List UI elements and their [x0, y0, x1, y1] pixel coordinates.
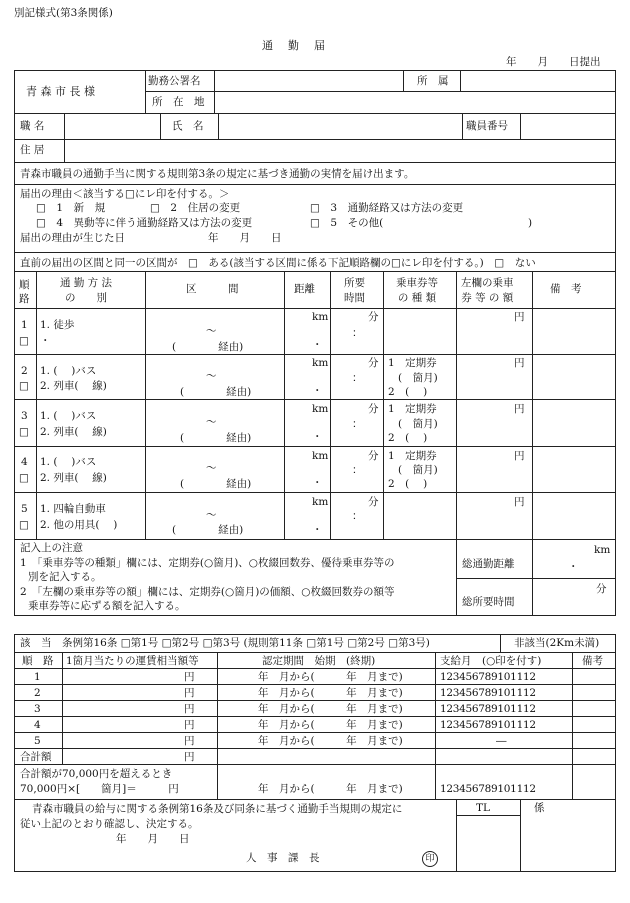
total-distance-km: km	[594, 544, 611, 556]
route-row-3-min: 分	[368, 403, 379, 415]
dept-label: 所 属	[417, 75, 449, 87]
reason-heading: 届出の理由＜該当する□にレ印を付する。＞	[20, 188, 230, 200]
route-row-1-colon: ：	[352, 327, 363, 339]
route-row-5-colon: ：	[352, 510, 363, 522]
form-style-label: 別記様式(第3条関係)	[14, 7, 113, 19]
route-row-4-tilde: ～	[206, 462, 217, 474]
route-row-4-no: 4	[21, 456, 28, 468]
route-row-2-colon: ：	[352, 372, 363, 384]
header-remarks: 備 考	[550, 283, 582, 295]
route-row-4-colon: ：	[352, 464, 363, 476]
lower-row-5-yen: 円	[184, 735, 195, 747]
route-row-4-checkbox[interactable]: □	[19, 472, 29, 484]
lower-row-3-no: 3	[34, 703, 41, 715]
lower-form-frame	[14, 634, 616, 872]
lower-header-monthly: 1箇月当たりの運賃相当額等	[66, 655, 199, 667]
same-route-question[interactable]: 直前の届出の区間と同一の区間が □ ある(該当する区間に係る下記順路欄の□にレ印を付する。) □ ない	[20, 257, 536, 269]
tl-label: TL	[476, 802, 490, 814]
route-row-4-pass-3[interactable]: 2 ( )	[388, 478, 428, 490]
over-limit-period[interactable]: 年 月から( 年 月まで)	[258, 783, 403, 795]
applicable-row[interactable]: 該 当 条例第16条 □第1号 □第2号 □第3号 (規則第11条 □第1号 □第2号 □第3号)	[20, 637, 430, 649]
route-row-3-km: km	[312, 403, 329, 415]
reason-option-2[interactable]: □ 2 住居の変更	[150, 202, 241, 214]
reason-option-4[interactable]: □ 4 異動等に伴う通勤経路又は方法の変更	[36, 217, 253, 229]
lower-row-1-yen: 円	[184, 671, 195, 683]
lower-row-5-dash: ―	[496, 735, 507, 747]
lower-row-3-yen: 円	[184, 703, 195, 715]
lower-row-2-months[interactable]: 123456789101112	[440, 687, 536, 699]
lower-header-month: 支給月 (○印を付す)	[440, 655, 542, 667]
route-row-2-pass-2[interactable]: ( 箇月)	[398, 372, 438, 384]
reason-occurred-date[interactable]: 年 月 日	[208, 232, 282, 244]
address-label: 所 在 地	[152, 96, 205, 108]
reason-occurred-label: 届出の理由が生じた日	[20, 232, 125, 244]
seal-mark-icon: 印	[422, 851, 438, 867]
route-row-2-min: 分	[368, 357, 379, 369]
route-row-3-pass-2[interactable]: ( 箇月)	[398, 418, 438, 430]
route-row-1-via[interactable]: ( 経由)	[172, 341, 244, 353]
route-row-2-no: 2	[21, 365, 28, 377]
route-row-5-tilde: ～	[206, 509, 217, 521]
route-row-3-checkbox[interactable]: □	[19, 426, 29, 438]
header-section: 区 間	[186, 283, 239, 295]
reason-option-3[interactable]: □ 3 通勤経路又は方法の変更	[310, 202, 464, 214]
over-limit-months[interactable]: 123456789101112	[440, 783, 536, 795]
route-row-3-via[interactable]: ( 経由)	[180, 432, 252, 444]
header-method: 通 勤 方 法 の 別	[60, 277, 113, 304]
lower-row-4-months[interactable]: 123456789101112	[440, 719, 536, 731]
total-distance-dot: ・	[568, 561, 579, 573]
not-applicable-option[interactable]: 非該当(2Km未満)	[514, 637, 600, 649]
header-time: 所要 時間	[344, 277, 365, 304]
route-row-1-no: 1	[21, 319, 28, 331]
route-row-3-pass-3[interactable]: 2 ( )	[388, 432, 428, 444]
confirm-line-2: 従い上記のとおり確認し、決定する。	[20, 818, 199, 830]
route-row-5-method-1[interactable]: 1. 四輪自動車	[40, 503, 106, 515]
staff-no-label: 職員番号	[466, 120, 508, 132]
route-row-1-km: km	[312, 311, 329, 323]
route-row-2-method-1[interactable]: 1. ( )バス	[40, 365, 97, 377]
route-row-4-pass-2[interactable]: ( 箇月)	[398, 464, 438, 476]
route-row-3-pass-1[interactable]: 1 定期券	[388, 403, 437, 415]
lower-row-2-yen: 円	[184, 687, 195, 699]
route-row-5-no: 5	[21, 503, 28, 515]
residence-label: 住 居	[20, 144, 45, 156]
route-row-5-yen: 円	[514, 496, 525, 508]
route-row-1-min: 分	[368, 311, 379, 323]
route-row-5-dot: ・	[312, 524, 323, 536]
route-row-4-min: 分	[368, 450, 379, 462]
route-row-2-km: km	[312, 357, 329, 369]
note-1b: 別を記入する。	[28, 571, 102, 583]
lower-header-remarks: 備考	[582, 655, 603, 667]
lower-header-order: 順 路	[22, 655, 54, 667]
reason-option-1[interactable]: □ 1 新 規	[36, 202, 106, 214]
route-row-5-via[interactable]: ( 経由)	[172, 524, 244, 536]
header-distance: 距離	[294, 283, 315, 295]
lower-row-1-months[interactable]: 123456789101112	[440, 671, 536, 683]
route-row-2-tilde: ～	[206, 370, 217, 382]
route-row-2-yen: 円	[514, 357, 525, 369]
post-label: 職 名	[20, 120, 45, 132]
route-row-4-method-2[interactable]: 2. 列車( 線)	[40, 472, 107, 484]
total-time-min: 分	[596, 583, 607, 595]
route-row-4-km: km	[312, 450, 329, 462]
lower-row-2-period[interactable]: 年 月から( 年 月まで)	[258, 687, 403, 699]
route-row-2-pass-1[interactable]: 1 定期券	[388, 357, 437, 369]
route-row-5-min: 分	[368, 496, 379, 508]
total-label: 合計額	[20, 751, 52, 763]
hr-chief-label: 人 事 課 長	[246, 852, 320, 864]
over-limit-line-1: 合計額が70,000円を超えるとき	[20, 768, 173, 780]
total-distance-label: 総通勤距離	[462, 558, 515, 570]
kakari-label: 係	[534, 802, 545, 814]
route-row-2-via[interactable]: ( 経由)	[180, 386, 252, 398]
lower-row-4-no: 4	[34, 719, 41, 731]
name-label: 氏 名	[172, 120, 204, 132]
route-row-3-method-1[interactable]: 1. ( )バス	[40, 410, 97, 422]
over-limit-line-2[interactable]: 70,000円×[ 箇月]＝ 円	[20, 783, 179, 795]
header-pass-type: 乗車券等 の 種 類	[396, 277, 438, 304]
total-yen: 円	[184, 751, 195, 763]
lower-row-3-period[interactable]: 年 月から( 年 月まで)	[258, 703, 403, 715]
route-row-4-yen: 円	[514, 450, 525, 462]
confirm-date[interactable]: 年 月 日	[116, 833, 190, 845]
lower-header-period: 認定期間 始期 (終期)	[262, 655, 376, 667]
header-order: 順路	[19, 279, 30, 305]
route-row-4-pass-1[interactable]: 1 定期券	[388, 450, 437, 462]
route-row-2-checkbox[interactable]: □	[19, 380, 29, 392]
route-row-4-method-1[interactable]: 1. ( )バス	[40, 456, 97, 468]
route-row-1-dot: ・	[312, 339, 323, 351]
route-row-3-dot: ・	[312, 431, 323, 443]
route-row-2-dot: ・	[312, 385, 323, 397]
route-row-1-checkbox[interactable]: □	[19, 335, 29, 347]
addressee: 青 森 市 長 様	[26, 85, 95, 98]
reason-option-5[interactable]: □ 5 その他(	[310, 217, 384, 229]
route-row-1-method-1[interactable]: 1. 徒歩	[40, 319, 75, 331]
header-pass-amount: 左欄の乗車 券 等 の 額	[461, 277, 514, 304]
lower-row-5-no: 5	[34, 735, 41, 747]
route-row-1-tilde: ～	[206, 325, 217, 337]
lower-row-1-period[interactable]: 年 月から( 年 月まで)	[258, 671, 403, 683]
note-2a: 2 「左欄の乗車券等の額」欄には、定期券(○箇月)の価額、○枚綴回数券の額等	[20, 586, 395, 598]
route-row-5-checkbox[interactable]: □	[19, 519, 29, 531]
route-row-1-yen: 円	[514, 311, 525, 323]
submit-date[interactable]: 年 月 日提出	[506, 56, 601, 68]
route-row-3-method-2[interactable]: 2. 列車( 線)	[40, 426, 107, 438]
route-row-5-method-2[interactable]: 2. 他の用具( )	[40, 519, 118, 531]
route-row-2-method-2[interactable]: 2. 列車( 線)	[40, 380, 107, 392]
route-row-2-pass-3[interactable]: 2 ( )	[388, 386, 428, 398]
note-1a: 1 「乗車券等の種類」欄には、定期券(○箇月)、○枚綴回数券、優待乗車券等の	[20, 557, 395, 569]
route-row-1-method-2: ・	[40, 335, 51, 347]
route-row-4-via[interactable]: ( 経由)	[180, 478, 252, 490]
lower-row-4-yen: 円	[184, 719, 195, 731]
statement-text: 青森市職員の通勤手当に関する規則第3条の規定に基づき通勤の実情を届け出ます。	[20, 168, 415, 180]
reason-option-5-close: )	[528, 217, 533, 229]
route-row-3-no: 3	[21, 410, 28, 422]
route-row-3-yen: 円	[514, 403, 525, 415]
confirm-line-1: 青森市職員の給与に関する条例第16条及び同条に基づく通勤手当規則の規定に	[32, 803, 403, 815]
lower-row-5-period[interactable]: 年 月から( 年 月まで)	[258, 735, 403, 747]
lower-row-1-no: 1	[34, 671, 41, 683]
route-row-3-colon: ：	[352, 418, 363, 430]
total-time-label: 総所要時間	[462, 596, 515, 608]
route-row-4-dot: ・	[312, 477, 323, 489]
note-2b: 乗車券等に応ずる額を記入する。	[28, 600, 186, 612]
lower-row-2-no: 2	[34, 687, 41, 699]
office-label: 勤務公署名	[148, 75, 201, 87]
route-row-5-km: km	[312, 496, 329, 508]
route-row-3-tilde: ～	[206, 416, 217, 428]
lower-row-3-months[interactable]: 123456789101112	[440, 703, 536, 715]
lower-row-4-period[interactable]: 年 月から( 年 月まで)	[258, 719, 403, 731]
notes-heading: 記入上の注意	[20, 542, 83, 554]
page-title: 通 勤 届	[262, 39, 327, 52]
